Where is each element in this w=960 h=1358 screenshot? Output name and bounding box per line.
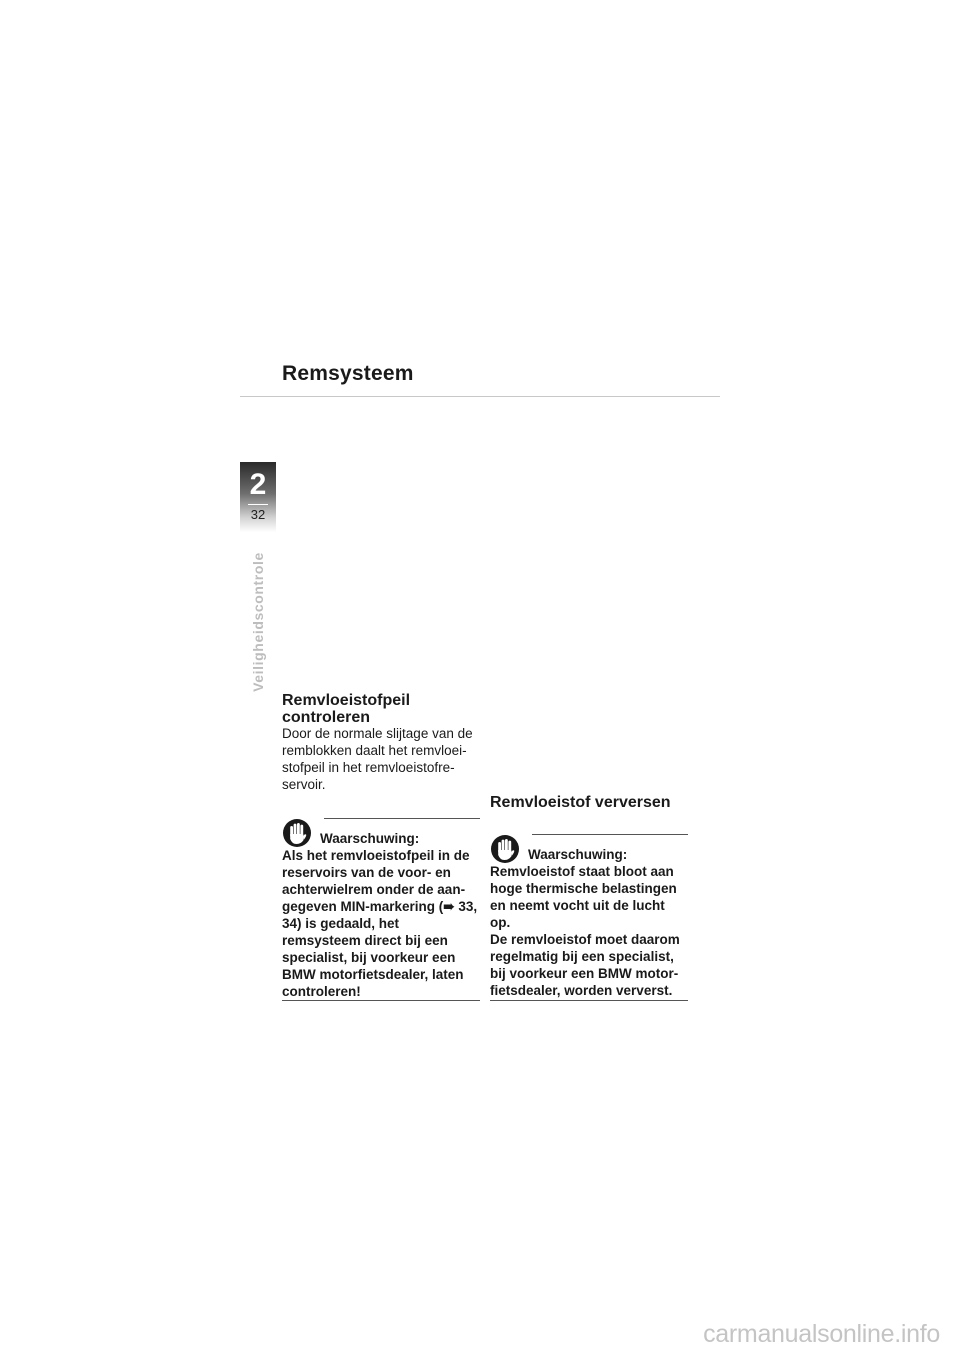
- section-heading-remvloeistofpeil: Remvloeistofpeil controleren: [282, 692, 411, 726]
- warning-bottom-rule: [490, 1000, 688, 1001]
- warning-top-rule: [324, 818, 480, 819]
- warning-text: Als het remvloeistofpeil in de reservoirs van de voor- en achterwielrem onder de aan-gegeven MIN-markering (➠ 33, 34) is gedaald, het remsysteem direct bij een specialist, bij voorkeur een BMW motorfietsdealer, laten controleren!: [282, 848, 478, 999]
- page-number: 32: [250, 507, 266, 522]
- site-watermark: carmanualsonline.info: [703, 1320, 940, 1348]
- section-body-remvloeistofpeil: Door de normale slijtage van de remblokken daalt het remvloei-stofpeil in het remvloeistofre-servoir.: [282, 726, 473, 792]
- warning-text-line-2: De remvloeistof moet daarom regelmatig bij een specialist, bij voorkeur een BMW motor-fietsdealer, worden ververst.: [490, 932, 680, 998]
- chapter-divider: [248, 504, 268, 505]
- warning-top-rule: [532, 834, 688, 835]
- warning-box-left: [282, 818, 480, 1003]
- page-title: Remsysteem: [282, 362, 414, 385]
- chapter-tab: [240, 462, 276, 532]
- warning-text-line-1: Remvloeistof staat bloot aan hoge thermische belastingen en neemt vocht uit de lucht op.: [490, 864, 677, 930]
- title-divider: [240, 396, 720, 397]
- chapter-number: 2: [249, 468, 267, 501]
- chapter-side-label: Veiligheidscontrole: [250, 552, 266, 692]
- warning-text: [490, 863, 688, 999]
- warning-bottom-rule: [282, 1000, 480, 1001]
- hand-stop-icon: [490, 834, 520, 864]
- section-heading-remvloeistof-verversen: Remvloeistof verversen: [490, 794, 671, 811]
- warning-label: Waarschuwing:: [320, 831, 420, 846]
- warning-box-right: [490, 834, 688, 1004]
- hand-stop-icon: [282, 818, 312, 848]
- warning-label: Waarschuwing:: [528, 847, 628, 862]
